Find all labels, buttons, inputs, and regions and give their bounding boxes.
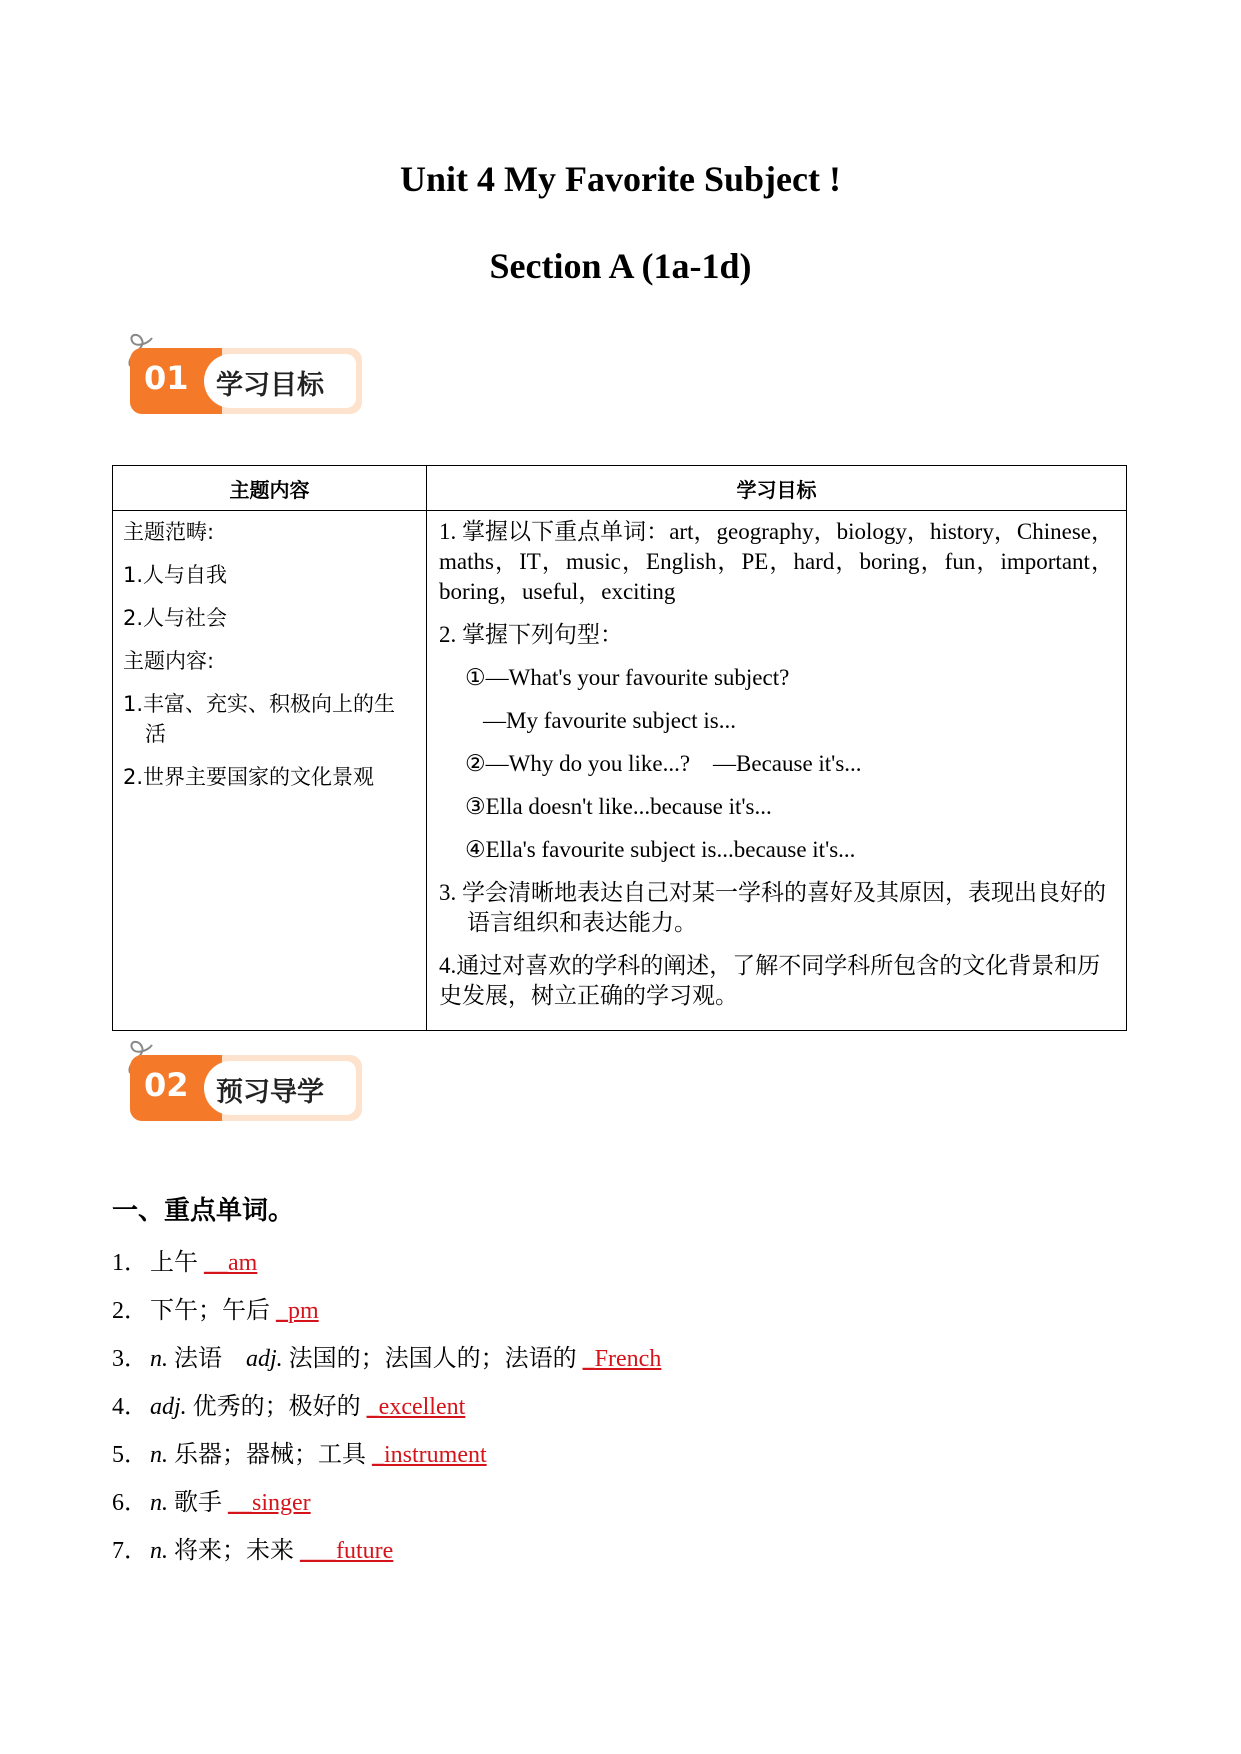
sentence-pattern: ②—Why do you like...? —Because it's...	[465, 751, 862, 776]
item-meaning: 歌手	[168, 1490, 222, 1516]
item-meaning: 优秀的；极好的	[186, 1394, 361, 1420]
badge-number: 02	[144, 1066, 189, 1104]
theme-cell	[113, 511, 427, 1031]
sentence-pattern: ①—What's your favourite subject?	[465, 665, 790, 690]
badge-number: 01	[144, 359, 189, 397]
sentence-pattern: ③Ella doesn't like...because it's...	[465, 794, 772, 819]
sentence-pattern: —My favourite subject is...	[483, 708, 736, 733]
item-meaning: 乐器；器械；工具	[168, 1442, 366, 1468]
item-number: 4．	[112, 1394, 148, 1420]
section-badge-learning-goals	[124, 328, 364, 418]
answer-text: excellent	[378, 1394, 466, 1420]
answer-blank: __	[204, 1250, 228, 1276]
item-meaning: 法语	[168, 1346, 222, 1372]
answer-blank: _	[372, 1442, 384, 1468]
answer-blank: _	[366, 1394, 379, 1420]
badge-label: 学习目标	[216, 370, 324, 401]
answer-blank: _	[276, 1298, 288, 1324]
theme-scope-label: 主题范畴:	[123, 520, 215, 544]
item-number: 2．	[112, 1298, 148, 1324]
table-header-row	[113, 466, 1127, 511]
sentence-pattern: ④Ella's favourite subject is...because it's...	[465, 837, 856, 862]
section-subtitle: Section A (1a-1d)	[489, 246, 752, 286]
list-item	[112, 1344, 1112, 1392]
part-of-speech: n.	[150, 1442, 168, 1468]
item-meaning: 下午；午后	[150, 1298, 270, 1324]
list-item	[112, 1440, 1112, 1488]
item-meaning: 法国的；法国人的；法语的	[282, 1346, 577, 1372]
goal-culture: 4.通过对喜欢的学科的阐述，了解不同学科所包含的文化背景和历史发展，树立正确的学习观。	[439, 953, 1101, 1008]
page-title: Unit 4 My Favorite Subject !	[400, 159, 841, 199]
badge-label: 预习导学	[216, 1077, 324, 1108]
answer-text: singer	[252, 1490, 311, 1516]
item-number: 3．	[112, 1346, 148, 1372]
part-of-speech: n.	[150, 1346, 168, 1372]
part-of-speech: n.	[150, 1538, 168, 1564]
answer-text: pm	[288, 1298, 319, 1324]
goals-cell	[427, 511, 1127, 1031]
list-item	[112, 1536, 1112, 1584]
goal-vocabulary: 1. 掌握以下重点单词：art，geography，biology，history，Chinese，maths，IT，music，English，PE，hard，boring，fun，important，boring，useful，exciting	[439, 519, 1114, 604]
list-item	[112, 1296, 1112, 1344]
goals-table	[112, 465, 1127, 1031]
list-item	[112, 1392, 1112, 1440]
theme-content-label: 主题内容:	[123, 649, 215, 673]
goal-expression: 3. 学会清晰地表达自己对某一学科的喜好及其原因，表现出良好的语言组织和表达能力。	[439, 880, 1106, 935]
table-header-goals: 学习目标	[427, 466, 1127, 511]
theme-content-item: 2.世界主要国家的文化景观	[123, 765, 375, 789]
item-meaning: 上午	[150, 1250, 198, 1276]
goal-sentences-label: 2. 掌握下列句型：	[439, 622, 623, 647]
answer-text: French	[594, 1346, 662, 1372]
part-of-speech: n.	[150, 1490, 168, 1516]
theme-scope-item: 2.人与社会	[123, 606, 228, 630]
answer-blank: _	[582, 1346, 595, 1372]
table-header-theme: 主题内容	[113, 466, 427, 511]
vocab-heading: 一、重点单词。	[112, 1196, 295, 1226]
answer-blank: ___	[300, 1538, 336, 1564]
section-badge-preview	[124, 1035, 364, 1125]
part-of-speech: adj.	[150, 1394, 187, 1420]
vocab-list	[112, 1248, 1112, 1584]
answer-text: am	[228, 1250, 258, 1276]
part-of-speech: adj.	[246, 1346, 283, 1372]
answer-text: instrument	[384, 1442, 487, 1468]
item-meaning: 将来；未来	[168, 1538, 294, 1564]
item-number: 6．	[112, 1490, 148, 1516]
answer-blank: __	[228, 1490, 252, 1516]
item-number: 7．	[112, 1538, 148, 1564]
theme-scope-item: 1.人与自我	[123, 563, 228, 587]
item-number: 1．	[112, 1250, 148, 1276]
item-number: 5．	[112, 1442, 148, 1468]
answer-text: future	[336, 1538, 394, 1564]
theme-content-item: 1.丰富、充实、积极向上的生活	[123, 692, 396, 746]
list-item	[112, 1248, 1112, 1296]
list-item	[112, 1488, 1112, 1536]
table-row	[113, 511, 1127, 1031]
